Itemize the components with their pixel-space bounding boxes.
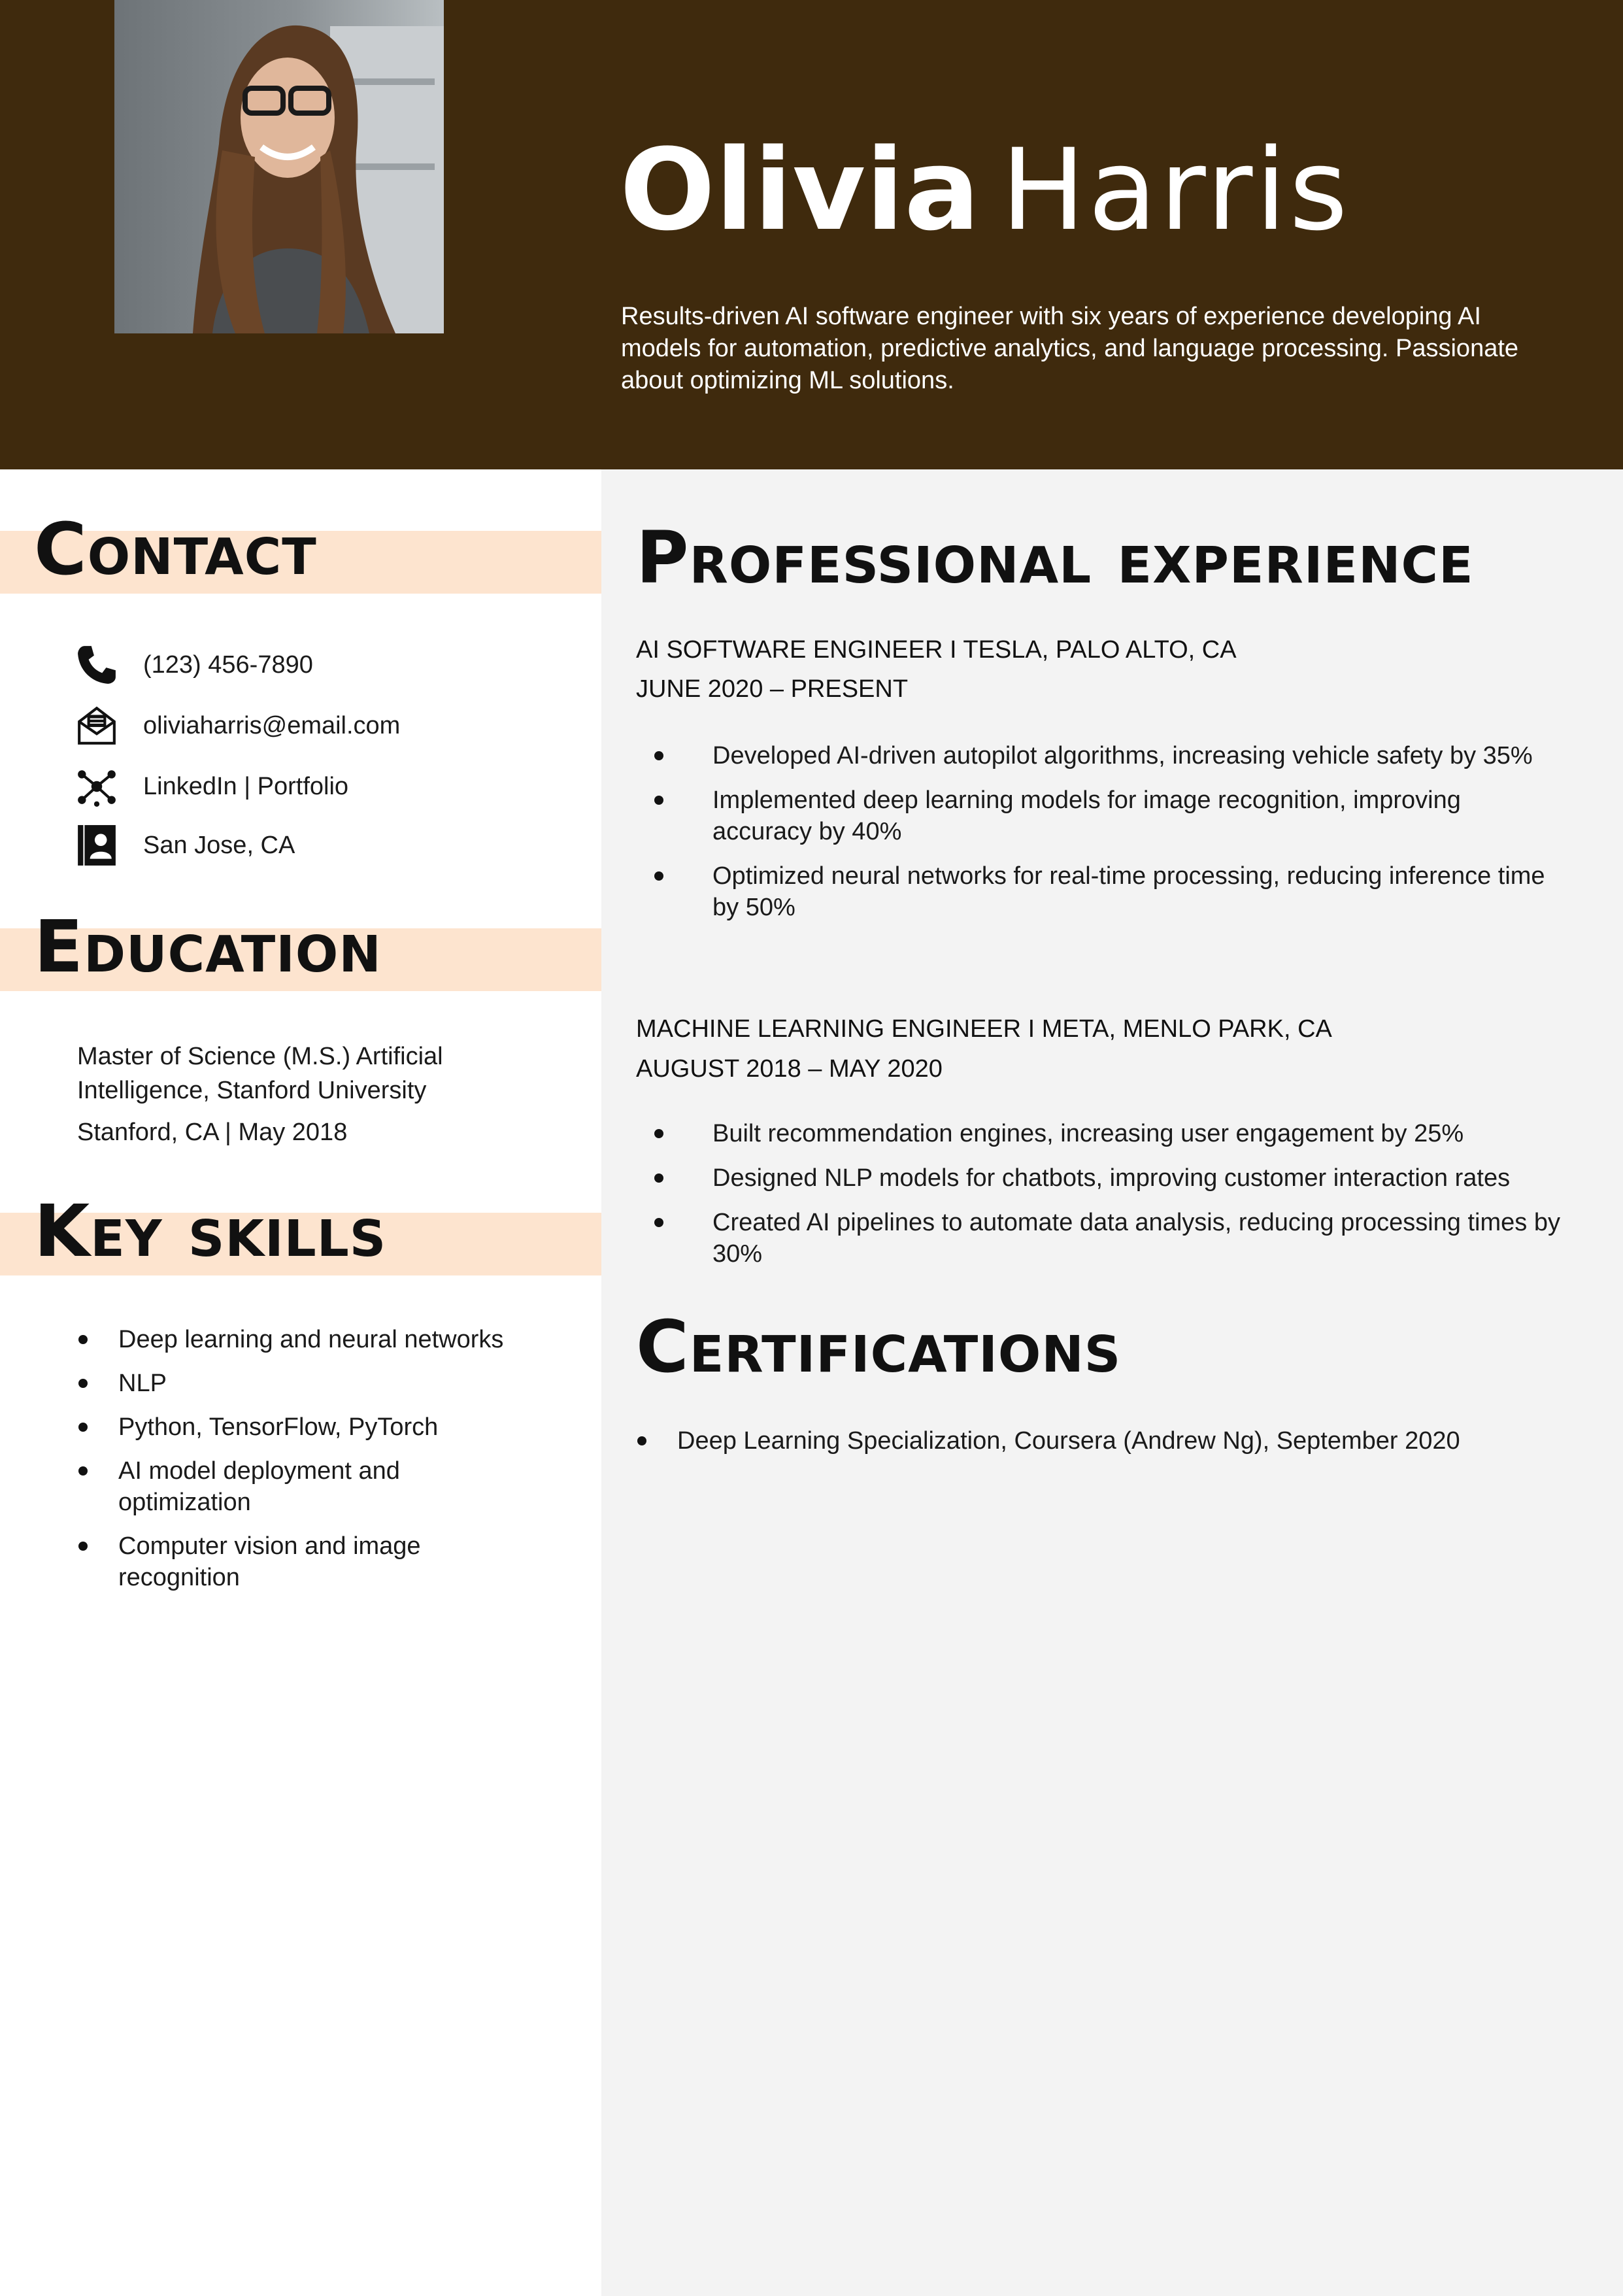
- list-item: Created AI pipelines to automate data analysis, reducing processing times by 30%: [636, 1207, 1564, 1270]
- list-item: Deep learning and neural networks: [77, 1324, 535, 1355]
- list-item: Built recommendation engines, increasing user engagement by 25%: [636, 1118, 1564, 1149]
- certifications-list: [636, 1425, 1564, 1457]
- contact-email: [75, 703, 400, 749]
- address-book-icon: [75, 822, 124, 868]
- job-1-role: AI SOFTWARE ENGINEER I TESLA, PALO ALTO, CA: [636, 636, 1237, 664]
- experience-heading: Professional experience: [636, 516, 1474, 599]
- contact-phone: [75, 642, 313, 688]
- list-item: Optimized neural networks for real-time processing, reducing inference time by 50%: [636, 860, 1564, 923]
- list-item: Designed NLP models for chatbots, improving customer interaction rates: [636, 1162, 1564, 1194]
- education-heading: Education: [34, 905, 382, 988]
- contact-location: [75, 822, 295, 868]
- contact-heading: Contact: [34, 507, 317, 591]
- skills-list: [77, 1324, 535, 1606]
- phone-icon: [75, 642, 124, 688]
- links-text: LinkedIn | Portfolio: [143, 772, 349, 800]
- education-location-date: Stanford, CA | May 2018: [77, 1119, 348, 1146]
- job-1-bullets: [636, 740, 1564, 936]
- list-item: Implemented deep learning models for image recognition, improving accuracy by 40%: [636, 785, 1564, 847]
- profile-photo: [114, 0, 444, 333]
- list-item: Developed AI-driven autopilot algorithms, increasing vehicle safety by 35%: [636, 740, 1564, 771]
- envelope-icon: [75, 703, 124, 749]
- list-item: AI model deployment and optimization: [77, 1455, 535, 1518]
- certifications-heading: Certifications: [636, 1305, 1122, 1389]
- skills-heading: Key skills: [34, 1189, 387, 1273]
- list-item: NLP: [77, 1368, 535, 1399]
- profile-summary: Results-driven AI software engineer with six years of experience developing AI models for automation, predictive analytics, and language processing. Passionate about optimizing ML solutions.: [621, 303, 1519, 394]
- job-2-dates: AUGUST 2018 – MAY 2020: [636, 1055, 943, 1083]
- contact-links: [75, 764, 348, 809]
- first-name: Olivia: [620, 124, 980, 256]
- education-degree: Master of Science (M.S.) Artificial Intelligence, Stanford University: [77, 1043, 443, 1104]
- email-text: oliviaharris@email.com: [143, 711, 401, 739]
- location-text: San Jose, CA: [143, 831, 295, 859]
- last-name: Harris: [1001, 124, 1350, 256]
- candidate-name: [620, 124, 1350, 256]
- job-2-role: MACHINE LEARNING ENGINEER I META, MENLO PARK, CA: [636, 1015, 1332, 1043]
- phone-text: (123) 456-7890: [143, 650, 313, 679]
- header-banner: [0, 0, 1623, 469]
- list-item: Python, TensorFlow, PyTorch: [77, 1411, 535, 1443]
- list-item: Deep Learning Specialization, Coursera (Andrew Ng), September 2020: [636, 1425, 1564, 1457]
- job-1-dates: JUNE 2020 – PRESENT: [636, 675, 909, 703]
- network-icon: [75, 764, 124, 809]
- job-2-bullets: [636, 1118, 1564, 1283]
- list-item: Computer vision and image recognition: [77, 1530, 535, 1593]
